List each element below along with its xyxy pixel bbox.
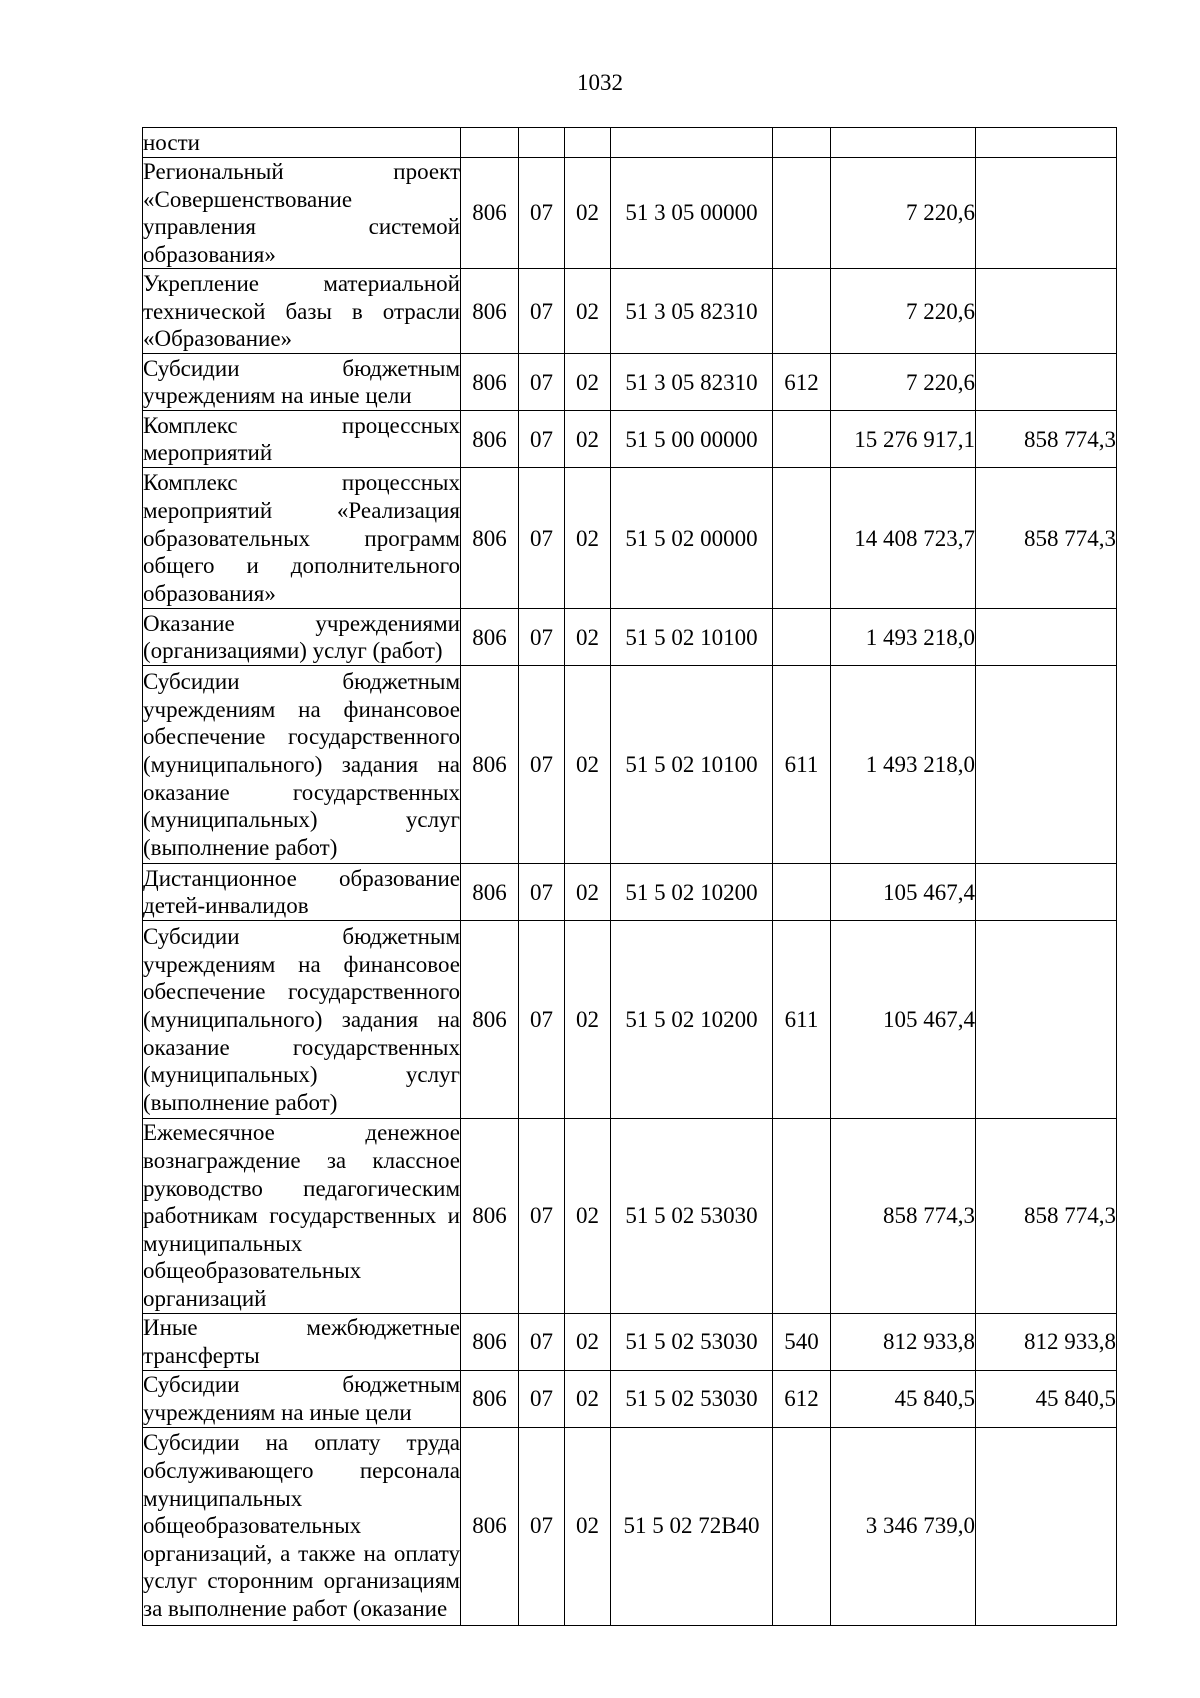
- budget-table: [142, 127, 1117, 1626]
- amount-federal: [976, 1427, 1117, 1625]
- expense-type-code: 612: [773, 354, 831, 411]
- section-code: 07: [519, 1427, 565, 1625]
- amount-federal: 812 933,8: [976, 1313, 1117, 1370]
- amount-federal: 45 840,5: [976, 1370, 1117, 1427]
- amount-federal: [976, 666, 1117, 864]
- target-article-code: 51 5 02 10200: [611, 864, 773, 921]
- expense-type-code: 611: [773, 666, 831, 864]
- target-article-code: 51 5 02 10100: [611, 666, 773, 864]
- subsection-code: 02: [565, 1119, 611, 1313]
- page-number: 1032: [577, 70, 623, 95]
- expense-type-code: [773, 864, 831, 921]
- amount-federal: 858 774,3: [976, 411, 1117, 468]
- table-row: [143, 468, 1117, 609]
- target-article-code: 51 5 02 72В40: [611, 1427, 773, 1625]
- subsection-code: 02: [565, 269, 611, 354]
- ministry-code: 806: [461, 921, 519, 1119]
- expense-type-code: 611: [773, 921, 831, 1119]
- amount-federal: [976, 609, 1117, 666]
- expense-type-code: [773, 468, 831, 609]
- ministry-code: 806: [461, 609, 519, 666]
- target-article-code: 51 5 02 53030: [611, 1119, 773, 1313]
- amount-total: 1 493 218,0: [831, 666, 976, 864]
- section-code: 07: [519, 609, 565, 666]
- section-code: 07: [519, 1313, 565, 1370]
- target-article-code: 51 3 05 00000: [611, 158, 773, 269]
- ministry-code: 806: [461, 411, 519, 468]
- ministry-code: 806: [461, 1427, 519, 1625]
- subsection-code: 02: [565, 1427, 611, 1625]
- amount-federal: 858 774,3: [976, 1119, 1117, 1313]
- amount-total: 15 276 917,1: [831, 411, 976, 468]
- table-row: [143, 1313, 1117, 1370]
- row-description: Региональный проект «Совершенствование управления системой образования»: [143, 158, 461, 269]
- table-row: [143, 1119, 1117, 1313]
- section-code: 07: [519, 411, 565, 468]
- ministry-code: 806: [461, 158, 519, 269]
- row-description: Субсидии бюджетным учреждениям на финансовое обеспечение государственного (муниципального) задания на оказание государственных (муниципальных) услуг (выполнение работ): [143, 921, 461, 1119]
- table-row: [143, 158, 1117, 269]
- target-article-code: 51 3 05 82310: [611, 269, 773, 354]
- target-article-code: [611, 128, 773, 158]
- ministry-code: 806: [461, 1370, 519, 1427]
- expense-type-code: [773, 269, 831, 354]
- subsection-code: 02: [565, 864, 611, 921]
- subsection-code: 02: [565, 411, 611, 468]
- row-description: ности: [143, 128, 461, 158]
- row-description: Субсидии бюджетным учреждениям на финансовое обеспечение государственного (муниципального) задания на оказание государственных (муниципальных) услуг (выполнение работ): [143, 666, 461, 864]
- row-description: Субсидии на оплату труда обслуживающего персонала муниципальных общеобразовательных организаций, а также на оплату услуг сторонним организациям за выполнение работ (оказание: [143, 1427, 461, 1625]
- amount-federal: [976, 354, 1117, 411]
- expense-type-code: [773, 609, 831, 666]
- expense-type-code: [773, 158, 831, 269]
- table-row: [143, 354, 1117, 411]
- subsection-code: 02: [565, 609, 611, 666]
- subsection-code: 02: [565, 1370, 611, 1427]
- expense-type-code: [773, 1119, 831, 1313]
- subsection-code: 02: [565, 1313, 611, 1370]
- expense-type-code: 612: [773, 1370, 831, 1427]
- section-code: 07: [519, 354, 565, 411]
- amount-total: 858 774,3: [831, 1119, 976, 1313]
- ministry-code: 806: [461, 468, 519, 609]
- table-row: [143, 1370, 1117, 1427]
- row-description: Иные межбюджетные трансферты: [143, 1313, 461, 1370]
- amount-total: 3 346 739,0: [831, 1427, 976, 1625]
- table-row: [143, 864, 1117, 921]
- amount-total: 7 220,6: [831, 158, 976, 269]
- section-code: 07: [519, 1119, 565, 1313]
- row-description: Ежемесячное денежное вознаграждение за классное руководство педагогическим работникам государственных и муниципальных общеобразовательных организаций: [143, 1119, 461, 1313]
- row-description: Оказание учреждениями (организациями) услуг (работ): [143, 609, 461, 666]
- ministry-code: 806: [461, 354, 519, 411]
- ministry-code: 806: [461, 1119, 519, 1313]
- subsection-code: [565, 128, 611, 158]
- section-code: [519, 128, 565, 158]
- table-row: [143, 128, 1117, 158]
- row-description: Комплекс процессных мероприятий: [143, 411, 461, 468]
- subsection-code: 02: [565, 354, 611, 411]
- row-description: Дистанционное образование детей-инвалидов: [143, 864, 461, 921]
- row-description: Комплекс процессных мероприятий «Реализация образовательных программ общего и дополнительного образования»: [143, 468, 461, 609]
- row-description: Укрепление материальной технической базы в отрасли «Образование»: [143, 269, 461, 354]
- expense-type-code: [773, 411, 831, 468]
- amount-federal: [976, 269, 1117, 354]
- subsection-code: 02: [565, 158, 611, 269]
- section-code: 07: [519, 269, 565, 354]
- expense-type-code: [773, 128, 831, 158]
- amount-total: 105 467,4: [831, 864, 976, 921]
- target-article-code: 51 5 02 10200: [611, 921, 773, 1119]
- section-code: 07: [519, 158, 565, 269]
- expense-type-code: [773, 1427, 831, 1625]
- amount-federal: [976, 864, 1117, 921]
- amount-total: 1 493 218,0: [831, 609, 976, 666]
- subsection-code: 02: [565, 666, 611, 864]
- table-row: [143, 666, 1117, 864]
- subsection-code: 02: [565, 921, 611, 1119]
- target-article-code: 51 5 02 53030: [611, 1370, 773, 1427]
- section-code: 07: [519, 921, 565, 1119]
- target-article-code: 51 5 00 00000: [611, 411, 773, 468]
- ministry-code: 806: [461, 864, 519, 921]
- table-row: [143, 1427, 1117, 1625]
- table-row: [143, 411, 1117, 468]
- amount-total: 45 840,5: [831, 1370, 976, 1427]
- amount-federal: 858 774,3: [976, 468, 1117, 609]
- amount-federal: [976, 158, 1117, 269]
- table-row: [143, 269, 1117, 354]
- table-row: [143, 609, 1117, 666]
- target-article-code: 51 5 02 53030: [611, 1313, 773, 1370]
- row-description: Субсидии бюджетным учреждениям на иные цели: [143, 354, 461, 411]
- ministry-code: 806: [461, 269, 519, 354]
- amount-total: 7 220,6: [831, 269, 976, 354]
- target-article-code: 51 3 05 82310: [611, 354, 773, 411]
- expense-type-code: 540: [773, 1313, 831, 1370]
- ministry-code: 806: [461, 1313, 519, 1370]
- amount-total: 14 408 723,7: [831, 468, 976, 609]
- row-description: Субсидии бюджетным учреждениям на иные цели: [143, 1370, 461, 1427]
- target-article-code: 51 5 02 00000: [611, 468, 773, 609]
- section-code: 07: [519, 666, 565, 864]
- amount-total: 812 933,8: [831, 1313, 976, 1370]
- section-code: 07: [519, 468, 565, 609]
- amount-total: 7 220,6: [831, 354, 976, 411]
- section-code: 07: [519, 1370, 565, 1427]
- amount-federal: [976, 921, 1117, 1119]
- ministry-code: [461, 128, 519, 158]
- amount-federal: [976, 128, 1117, 158]
- target-article-code: 51 5 02 10100: [611, 609, 773, 666]
- section-code: 07: [519, 864, 565, 921]
- ministry-code: 806: [461, 666, 519, 864]
- amount-total: 105 467,4: [831, 921, 976, 1119]
- table-row: [143, 921, 1117, 1119]
- amount-total: [831, 128, 976, 158]
- subsection-code: 02: [565, 468, 611, 609]
